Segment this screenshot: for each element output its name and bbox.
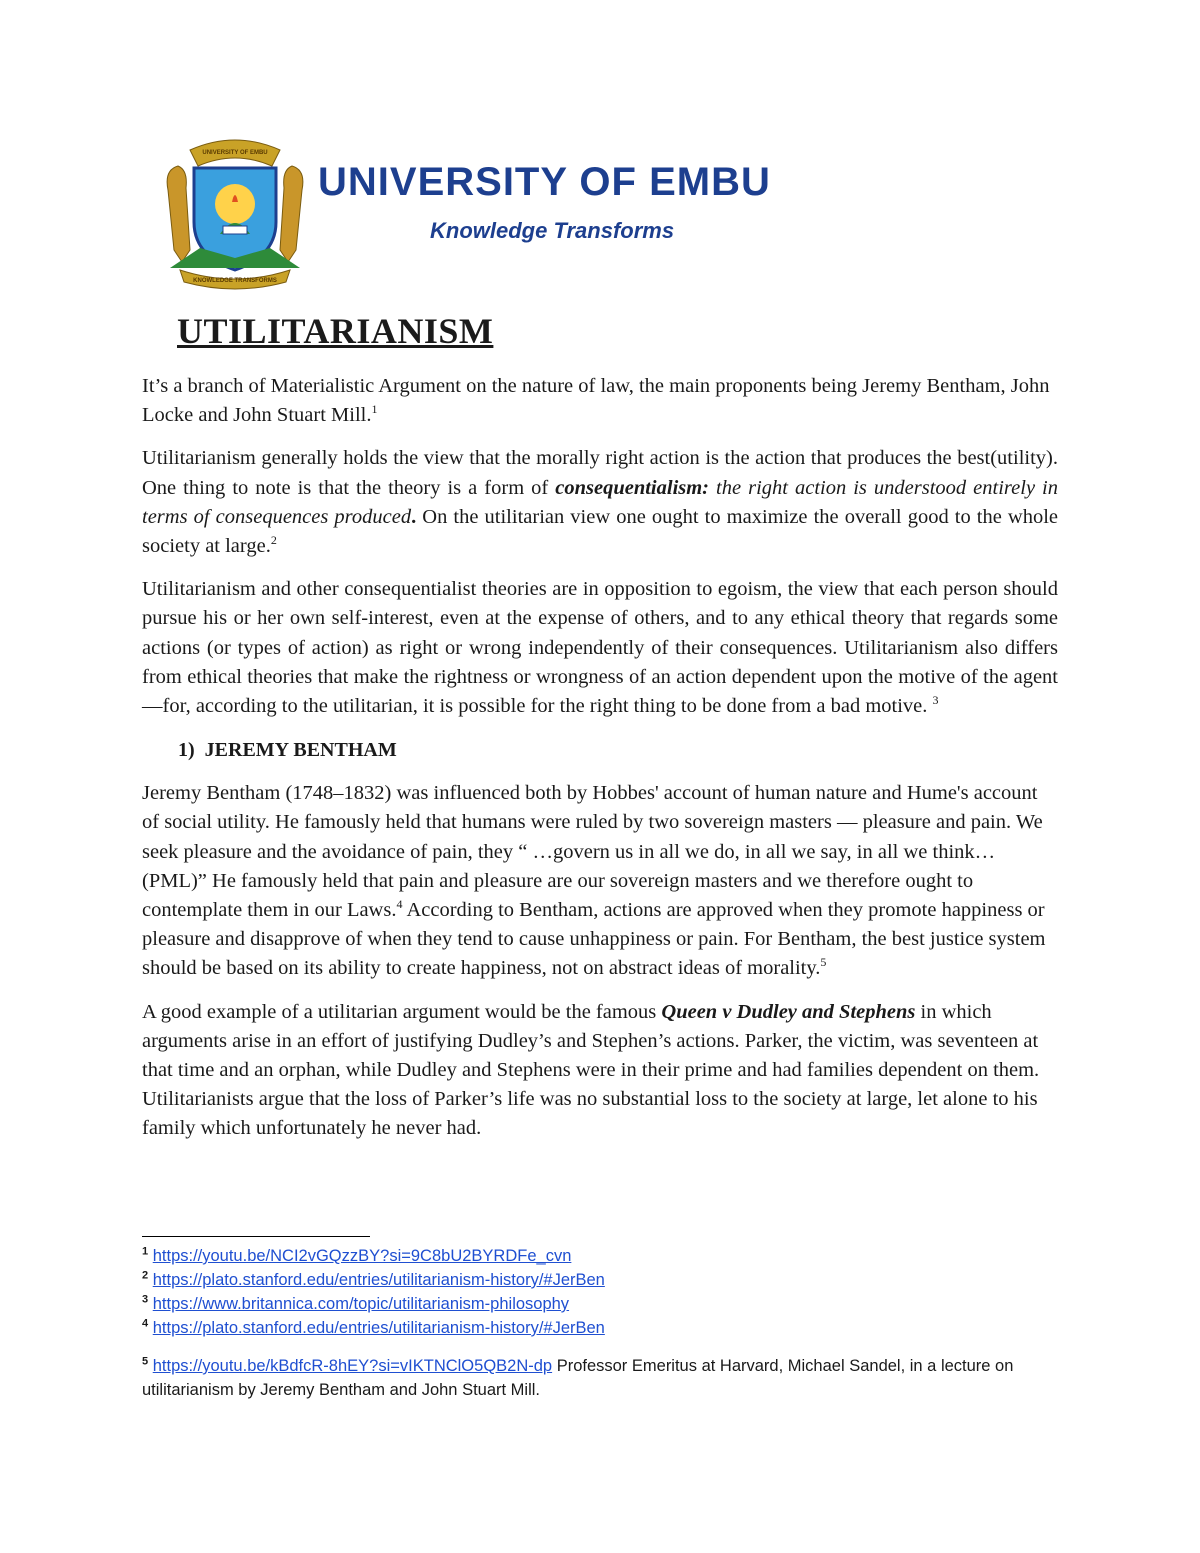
footnote-4: $^4$ https://plato.stanford.edu/entries/utilitarianism-history/#JerBen [142, 1317, 605, 1337]
footnote-5: $^5$ https://youtu.be/kBdfcR-8hEY?si=vIKTNClO5QB2N-dp Professor Emeritus at Harvard, Michael Sandel, in a lecture on utilitarianism by Jeremy Bentham and John Stuart Mill. [142, 1355, 1014, 1399]
paragraph-intro: It’s a branch of Materialistic Argument on the nature of law, the main proponents being Jeremy Bentham, John Locke and John Stuart Mill.$^1$ [142, 375, 1050, 427]
paragraph-egoism: Utilitarianism and other consequentialist theories are in opposition to egoism, the view that each person should pursue his or her own self-interest, even at the expense of others, and to any ethical theory that regards some actions (or types of action) as right or wrong independently of their consequences. Utilitarianism also differs from ethical theories that make the rightness or wrongness of an action dependent upon the motive of the agent—for, according to the utilitarian, it is possible for the right thing to be done from a bad motive. $^3$ [142, 578, 1058, 718]
footnote-1: $^1$ https://youtu.be/NCI2vGQzzBY?si=9C8bU2BYRDFe_cvn [142, 1245, 572, 1265]
footnote-link-5[interactable]: https://youtu.be/kBdfcR-8hEY?si=vIKTNClO5QB2N-dp [152, 1357, 553, 1375]
paragraph-definition: Utilitarianism generally holds the view that the morally right action is the action that produces the best(utility). One thing to note is that the theory is a form of consequentialism: the right action is understood entirely in terms of consequences produced. On the utilitarian view one ought to maximize the overall good to the whole society at large.$^2$ [142, 447, 1058, 558]
crest-top-text: UNIVERSITY OF EMBU [202, 150, 268, 156]
page-title: UTILITARIANISM [177, 311, 494, 351]
footnote-ref-5[interactable]: 5 [820, 955, 827, 970]
university-crest-logo [160, 130, 310, 290]
paragraph-bentham: Jeremy Bentham (1748–1832) was influenced both by Hobbes' account of human nature and Hume's account of social utility. He famously held that humans were ruled by two sovereign masters — pleasure and pain. We seek pleasure and the avoidance of pain, they “ …govern us in all we do, in all we say, in all we think…(PML)” He famously held that pain and pleasure are our sovereign masters and we therefore ought to contemplate them in our Laws.$^4$ According to Bentham, actions are approved when they promote happiness or pleasure and disapprove of when they tend to cause unhappiness or pain. For Bentham, the best justice system should be based on its ability to create happiness, not on abstract ideas of morality.$^5$ [142, 782, 1046, 980]
university-motto: Knowledge Transforms [430, 218, 675, 243]
footnote-ref-2[interactable]: 2 [270, 533, 277, 548]
footnote-5-note: Professor Emeritus at Harvard, Michael Sandel, in a lecture on utilitarianism by Jeremy Bentham and John Stuart Mill. [142, 1357, 1014, 1399]
footnote-link-3[interactable]: https://www.britannica.com/topic/utilitarianism-philosophy [152, 1295, 570, 1313]
footnote-2: $^2$ https://plato.stanford.edu/entries/utilitarianism-history/#JerBen [142, 1269, 605, 1289]
university-name: UNIVERSITY OF EMBU [318, 160, 771, 204]
footnote-3: $^3$ https://www.britannica.com/topic/utilitarianism-philosophy [142, 1293, 570, 1313]
crest-bottom-text: KNOWLEDGE TRANSFORMS [193, 278, 277, 284]
footnote-separator [142, 1236, 370, 1237]
footnote-ref-1[interactable]: 1 [371, 402, 378, 417]
footnote-link-1[interactable]: https://youtu.be/NCI2vGQzzBY?si=9C8bU2BYRDFe_cvn [152, 1247, 572, 1265]
footnotes [142, 1244, 1058, 1402]
footnote-link-4[interactable]: https://plato.stanford.edu/entries/utilitarianism-history/#JerBen [152, 1319, 605, 1337]
paragraph-example: A good example of a utilitarian argument would be the famous Queen v Dudley and Stephens in which arguments arise in an effort of justifying Dudley’s and Stephen’s actions. Parker, the victim, was seventeen at that time and an orphan, while Dudley and Stephens were in their prime and had families dependent on them. Utilitarianists argue that the loss of Parker’s life was no substantial loss to the society at large, let alone to his family which unfortunately he never had. [142, 1000, 1040, 1140]
consequentialism-term: consequentialism: [555, 476, 710, 499]
case-name: Queen v Dudley and Stephens [661, 1000, 916, 1023]
footnote-link-2[interactable]: https://plato.stanford.edu/entries/utilitarianism-history/#JerBen [152, 1271, 605, 1289]
section-heading-jeremy-bentham: 1) JEREMY BENTHAM [178, 739, 397, 762]
footnote-ref-4[interactable]: 4 [396, 897, 403, 912]
footnote-ref-3[interactable]: 3 [932, 693, 939, 708]
document-body [142, 372, 1058, 1158]
